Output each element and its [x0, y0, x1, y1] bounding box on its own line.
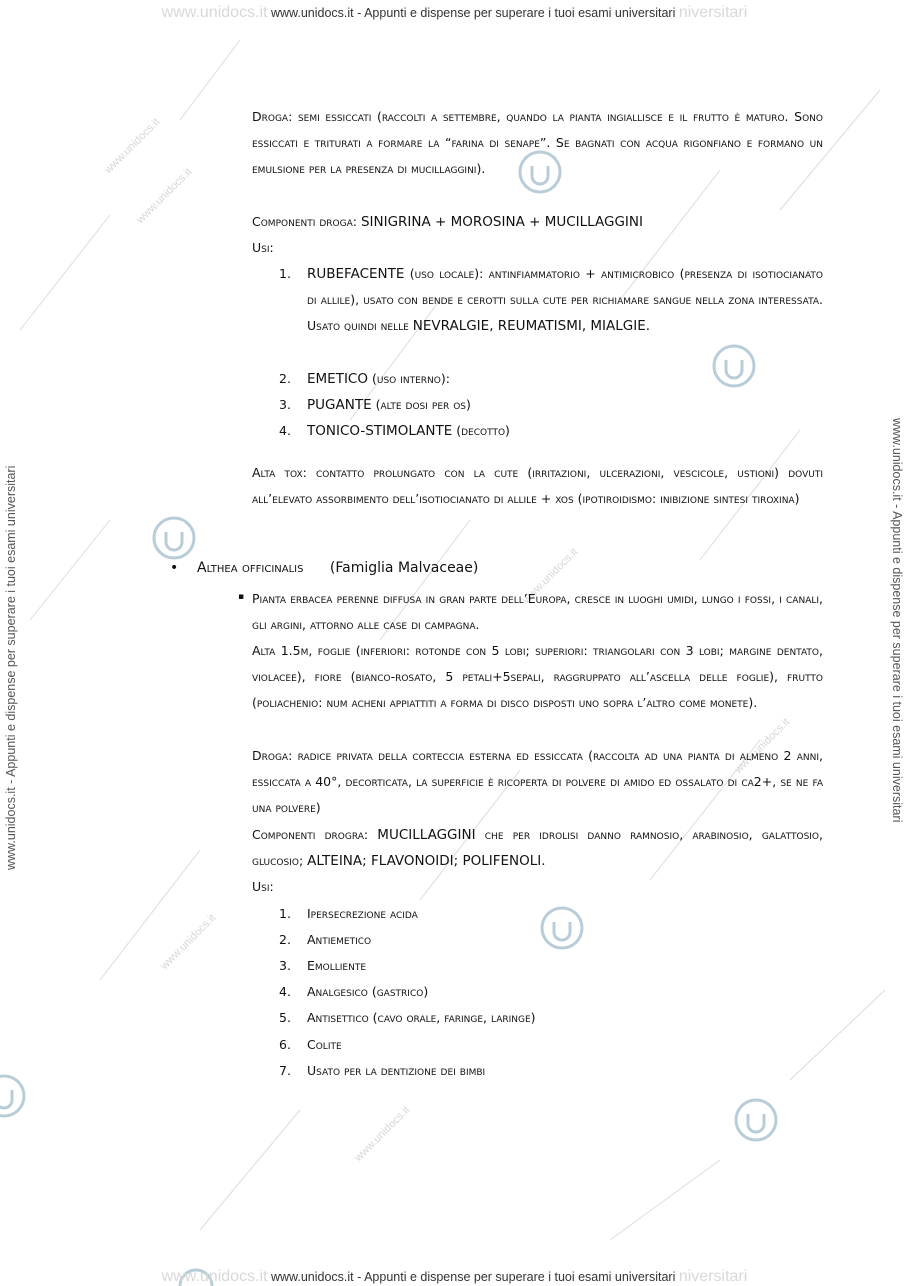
watermark-left: www.unidocs.it - Appunti e dispense per superare i tuoi esami universitari: [4, 465, 18, 870]
althea-componenti-paragraph: Componenti drogra: MUCILLAGGINI che per idrolisi danno ramnosio, arabinosio, galattosio, glucosio; ALTEINA; FLAVONOIDI; POLIFENOLI.: [252, 827, 823, 870]
senape-droga-paragraph: Droga: semi essiccati (raccolti a settembre, quando la pianta ingiallisce e il frutto è maturo. Sono essiccati e triturati a formare la “farina di senape”. Se bagnati con acqua rigonfiano e formano un emulsione per la presenza di mucillaggini).: [252, 109, 823, 177]
watermark-bottom: www.unidocs.it www.unidocs.it - Appunti e dispense per superare i tuoi esami universitari niversitari: [161, 1268, 748, 1285]
list-item: 1. RUBEFACENTE (uso locale): antinfiammatorio + antimicrobico (presenza di isotiocianato di allile), usato con bende e cerotti sulla cute per richiamare sangue nella zona interessata. Usato quindi nelle NEVRALGIE, REUMATISMI, MIALGIE.: [279, 266, 823, 335]
senape-componenti: Componenti droga: SINIGRINA + MOROSINA + MUCILLAGGINI: [252, 214, 643, 230]
watermark-diagonal: www.unidocs.it: [520, 546, 581, 606]
list-item: 2. EMETICO (uso interno):: [279, 371, 450, 387]
list-item: 3. PUGANTE (alte dosi per os): [279, 397, 471, 413]
watermark-diagonal: www.unidocs.it: [352, 1104, 413, 1164]
bullet-icon: •: [170, 560, 179, 576]
square-bullet-icon: ▪: [238, 592, 245, 602]
althea-usi-label: Usi:: [252, 879, 274, 894]
althea-droga-paragraph: Droga: radice privata della corteccia esterna ed essiccata (raccolta ad una pianta di almeno 2 anni, essiccata a 40°, decorticata, la superficie è ricoperta di polvere di amido ed ossalato di ca2+, se ne fa una polvere): [252, 748, 823, 816]
althea-heading: Althea officinalis (Famiglia Malvaceae): [197, 560, 479, 576]
watermark-diagonal: www.unidocs.it: [134, 166, 195, 226]
list-item: 4. TONICO-STIMOLANTE (decotto): [279, 423, 510, 439]
althea-descr-paragraph: Pianta erbacea perenne diffusa in gran parte dell’Europa, cresce in luoghi umidi, lungo i fossi, i canali, gli argini, attorno alle case di campagna.: [252, 591, 823, 633]
althea-morfo-paragraph: Alta 1.5m, foglie (inferiori: rotonde con 5 lobi; superiori: triangolari con 3 lobi; margine dentato, violacee), fiore (bianco-rosato, 5 petali+5sepali, raggruppato all’ascella delle foglie), frutto (poliachenio: num acheni appiattiti a forma di disco disposti uno sopra l’altro come monete).: [252, 643, 823, 711]
senape-usi-label: Usi:: [252, 240, 274, 255]
watermark-diagonal: www.unidocs.it: [732, 716, 793, 776]
watermark-right: www.unidocs.it - Appunti e dispense per superare i tuoi esami universitari: [890, 418, 904, 823]
watermark-logo-icon: [736, 1100, 776, 1140]
watermark-logo-icon: [154, 518, 194, 558]
watermark-top: www.unidocs.it www.unidocs.it - Appunti e dispense per superare i tuoi esami universitari niversitari: [161, 4, 748, 21]
althea-usi-list: 1. Ipersecrezione acida 2. Antiemetico 3. Emolliente 4. Analgesico (gastrico) 5. Antisettico (cavo orale, faringe, laringe) 6. Colite 7. Usato per la dentizione dei bimbi: [279, 906, 536, 1078]
watermark-diagonal: www.unidocs.it: [158, 912, 219, 972]
watermark-logo-icon: [0, 1076, 24, 1116]
watermark-diagonal: www.unidocs.it: [102, 116, 163, 176]
senape-tox-paragraph: Alta tox: contatto prolungato con la cute (irritazioni, ulcerazioni, vescicole, ustioni) dovuti all’elevato assorbimento dell’isotiocianato di allile + xos (ipotiroidismo: inibizione sintesi tiroxina): [252, 465, 823, 507]
